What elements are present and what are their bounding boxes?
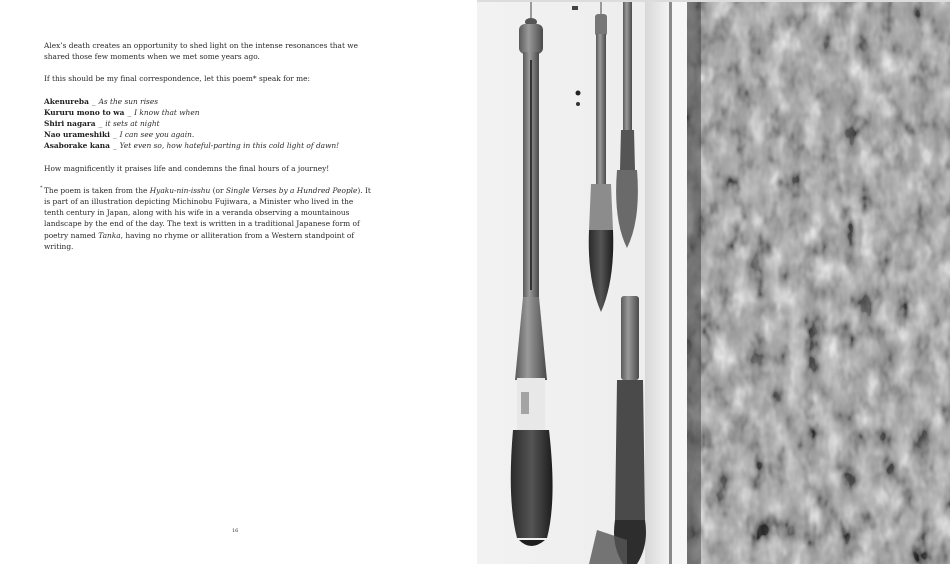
poem-dash: _	[127, 107, 132, 117]
footnote-title: Single Verses by a Hundred People	[225, 185, 358, 195]
wall-pin	[576, 91, 581, 96]
patterned-scroll	[687, 0, 950, 564]
poem-japanese: Asaborake kana	[44, 141, 110, 151]
poem-japanese: Shiri nagara	[44, 119, 96, 129]
footnote-text: , having no rhyme or alliteration from a Western standpoint of writing.	[44, 230, 355, 251]
body-text	[40, 40, 372, 263]
poem-line	[44, 140, 372, 151]
poem-line	[44, 96, 372, 107]
door-edge	[669, 0, 672, 564]
footnote-title: Hyaku-nin-isshu	[149, 185, 211, 195]
page-number: 16	[232, 528, 239, 534]
poem-japanese: Akenureba	[44, 96, 89, 106]
poem	[44, 96, 372, 152]
poem-line	[44, 118, 372, 129]
right-page	[477, 0, 950, 564]
poem-dash: _	[98, 119, 103, 129]
poem-dash: _	[112, 130, 117, 140]
poem-english: As the sun rises	[98, 96, 159, 106]
poem-dash: _	[91, 96, 96, 106]
poem-japanese: Kururu mono to wa	[44, 107, 125, 117]
poem-dash: _	[112, 141, 117, 151]
door-frame	[645, 0, 671, 564]
poem-english: it sets at night	[105, 119, 160, 129]
poem-english: Yet even so, how hateful-parting in this cold light of dawn!	[119, 141, 340, 151]
paragraph-2: If this should be my final correspondence, let this poem* speak for me:	[44, 74, 311, 84]
wall-hook	[572, 6, 578, 10]
brushes-photo	[477, 0, 950, 564]
footnote-text: The poem is taken from the	[44, 185, 150, 195]
poem-line	[44, 107, 372, 118]
wall-pin	[576, 102, 580, 106]
poem-english: I know that when	[134, 107, 200, 117]
footnote-text: (or	[210, 185, 226, 195]
footnote-marker: *	[40, 184, 43, 191]
footnote-title: Tanka	[98, 230, 121, 240]
paragraph-3: How magnificently it praises life and condemns the final hours of a journey!	[44, 163, 330, 173]
poem-japanese: Nao urameshiki	[44, 130, 110, 140]
poem-english: I can see you again.	[119, 130, 195, 140]
paragraph-1: Alex’s death creates an opportunity to shed light on the intense resonances that we shared those few moments when we met some years ago.	[44, 41, 358, 62]
footnote	[40, 184, 372, 252]
footnote-text: ). It is part of an illustration depicting Michinobu Fujiwara, a Minister who lived in the tenth century in Japan, along with his wife in a veranda observing a mountainous landscape by the end of the day. The text is written in a traditional Japanese form of poetry named	[44, 185, 371, 240]
poem-line	[44, 129, 372, 140]
